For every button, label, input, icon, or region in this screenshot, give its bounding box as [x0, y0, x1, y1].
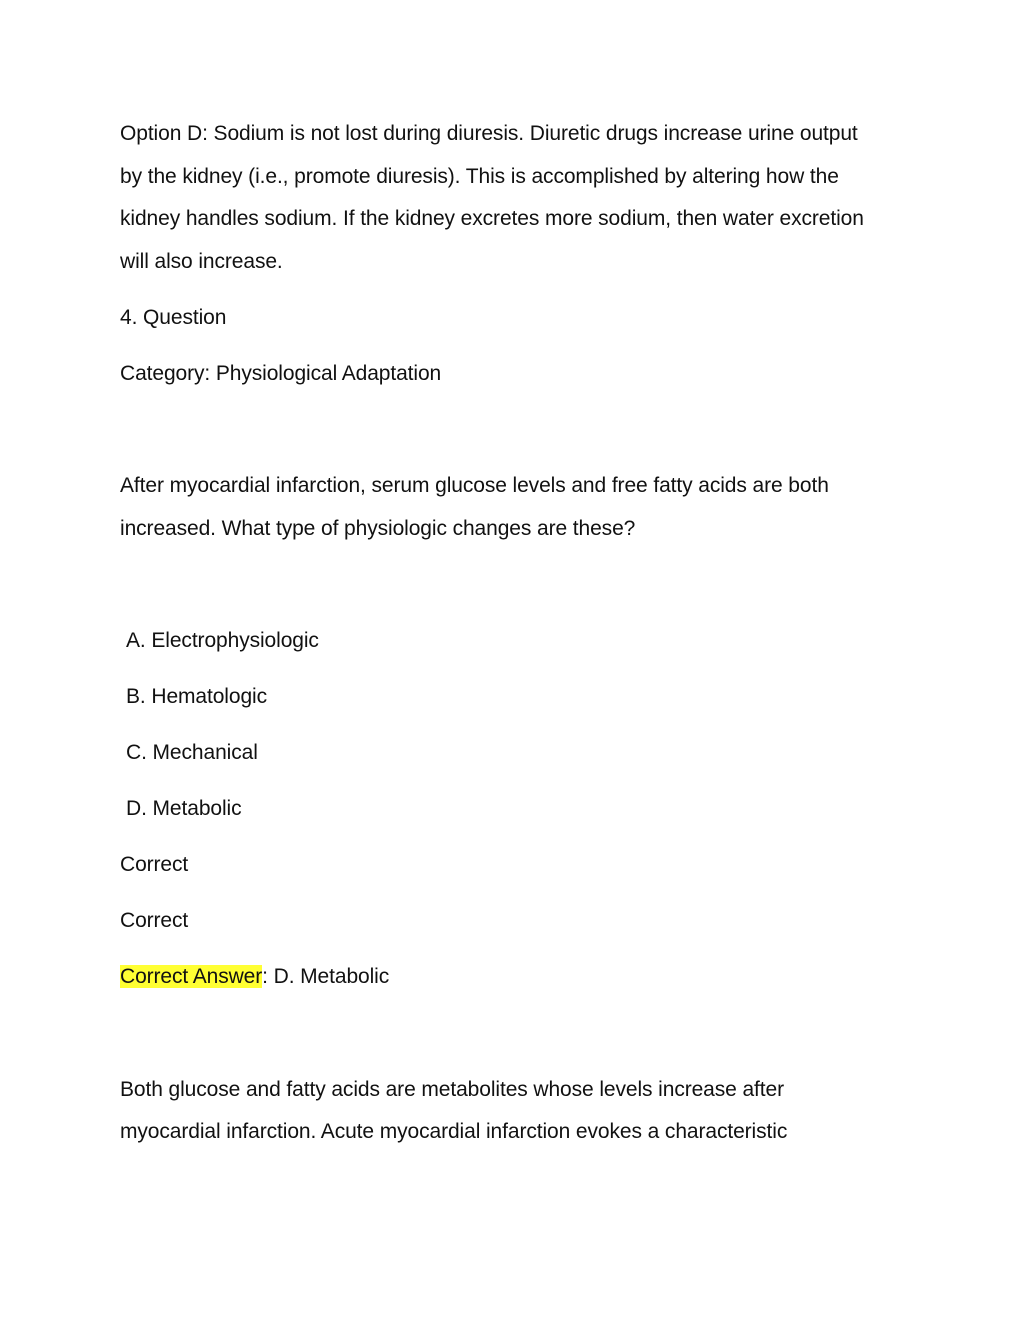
option-d: D. Metabolic: [126, 797, 242, 820]
correct-answer-line: [120, 963, 389, 991]
question-stem-line-1: After myocardial infarction, serum glucose levels and free fatty acids are both: [120, 474, 829, 497]
explanation-line-4: will also increase.: [120, 250, 283, 273]
question-stem-line-2: increased. What type of physiologic changes are these?: [120, 517, 636, 540]
rationale-line-1: Both glucose and fatty acids are metabolites whose levels increase after: [120, 1078, 785, 1101]
correct-answer-label-highlight: Correct Answer: [120, 965, 263, 988]
rationale-line-2: myocardial infarction. Acute myocardial infarction evokes a characteristic: [120, 1120, 788, 1143]
result-status-1: Correct: [120, 853, 189, 876]
explanation-line-1: Option D: Sodium is not lost during diuresis. Diuretic drugs increase urine output: [120, 122, 858, 145]
explanation-line-3: kidney handles sodium. If the kidney excretes more sodium, then water excretion: [120, 207, 864, 230]
question-category: Category: Physiological Adaptation: [120, 362, 442, 385]
option-a: A. Electrophysiologic: [126, 629, 319, 652]
question-number: 4. Question: [120, 306, 227, 329]
result-status-2: Correct: [120, 909, 189, 932]
option-b: B. Hematologic: [126, 685, 267, 708]
correct-answer-value: : D. Metabolic: [262, 965, 390, 988]
explanation-line-2: by the kidney (i.e., promote diuresis). This is accomplished by altering how the: [120, 165, 839, 188]
option-c: C. Mechanical: [126, 741, 258, 764]
